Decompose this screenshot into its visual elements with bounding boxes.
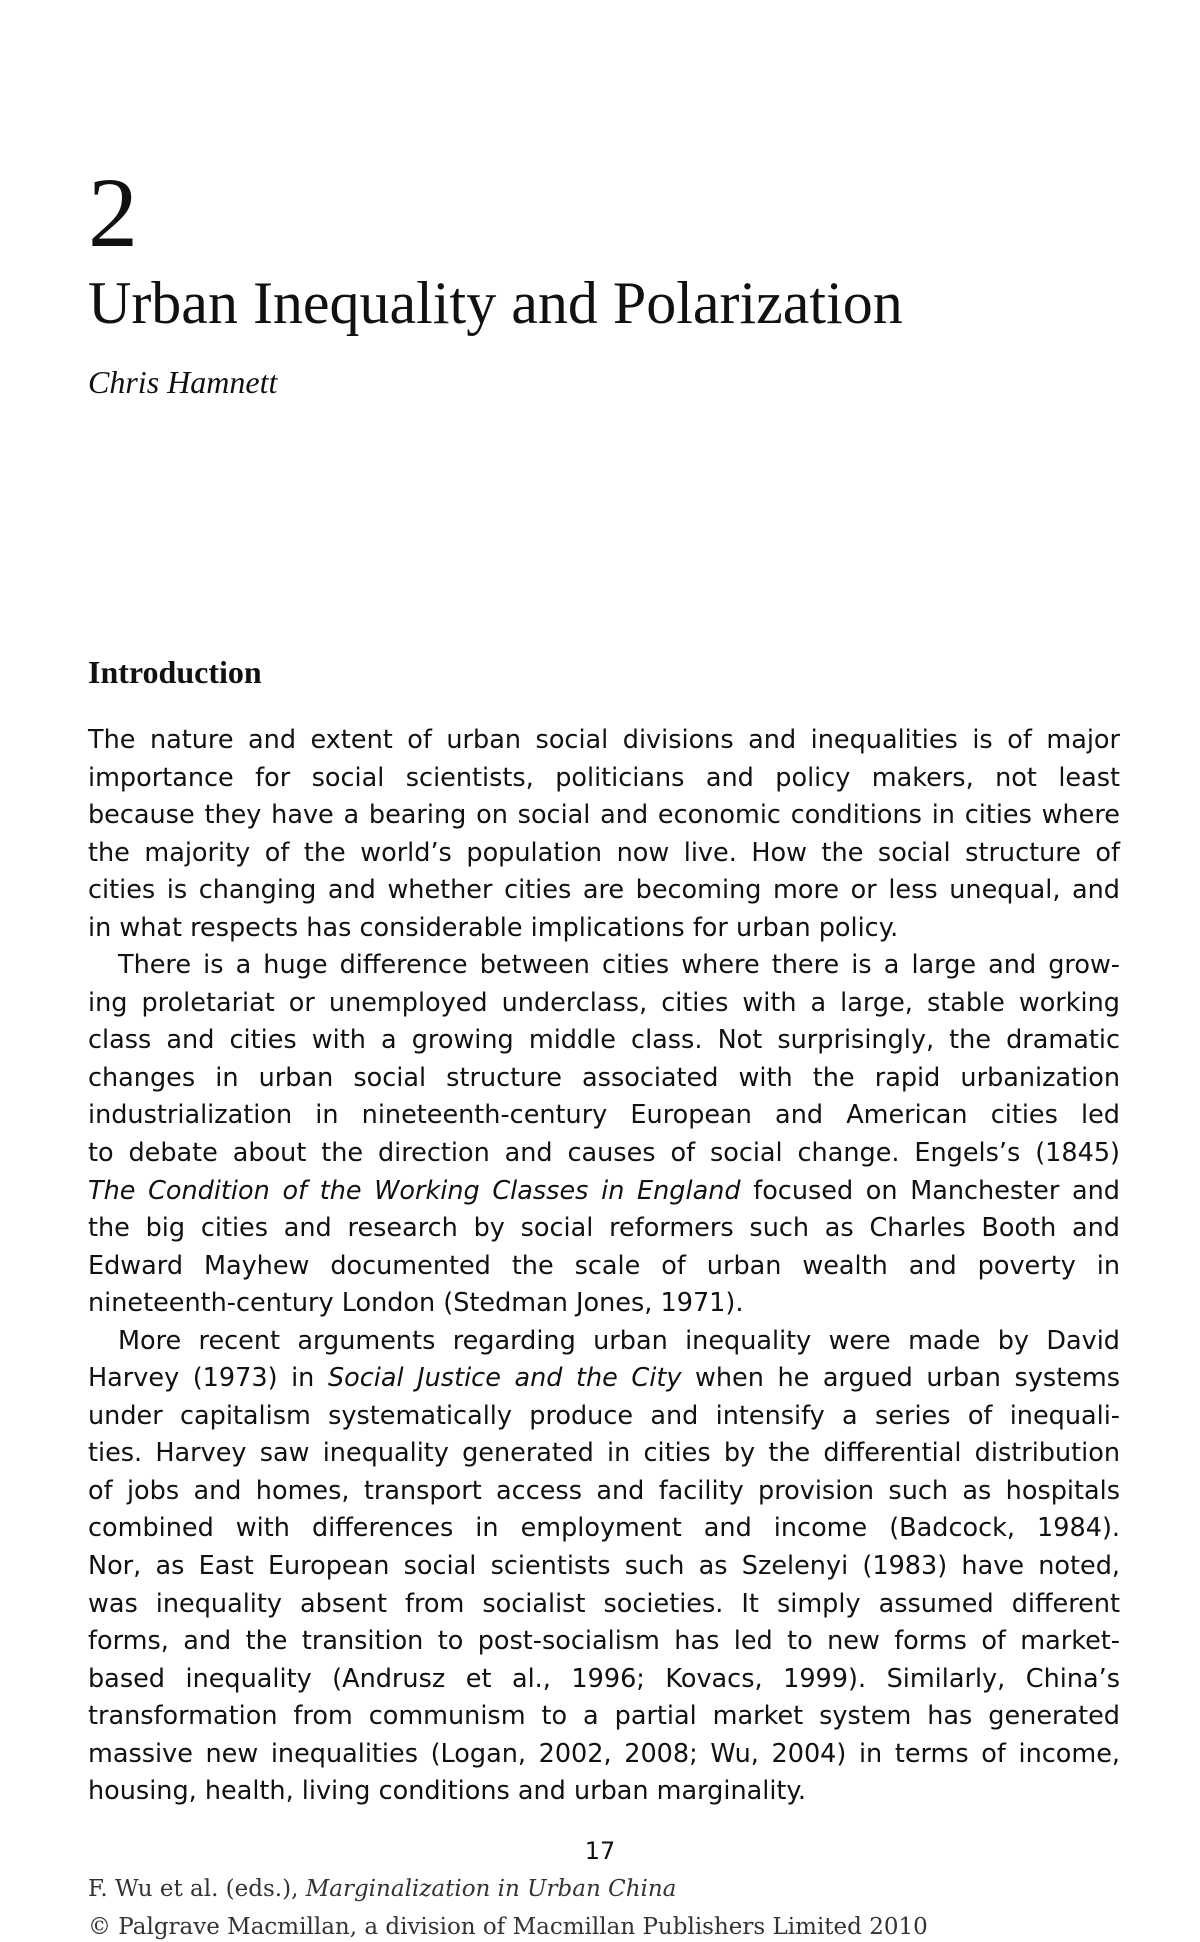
paragraph-3-line: ties. Harvey saw inequality generated in cities by the differential distribution [88, 1438, 1120, 1469]
paragraph-2-line: changes in urban social structure associated with the rapid urbanization [88, 1062, 1120, 1093]
paragraph-1-line: because they have a bearing on social and economic conditions in cities where [88, 800, 1120, 831]
paragraph-3-line: housing, health, living conditions and urban marginality. [88, 1776, 806, 1807]
paragraph-2-line: class and cities with a growing middle class. Not surprisingly, the dramatic [88, 1025, 1120, 1056]
footer-copyright: © Palgrave Macmillan, a division of Macmillan Publishers Limited 2010 [88, 1914, 928, 1940]
paragraph-3-line-pre: Harvey (1973) in [88, 1363, 328, 1394]
paragraph-3-line: forms, and the transition to post-socialism has led to new forms of market- [88, 1626, 1120, 1657]
paragraph-3-line: combined with differences in employment and income (Badcock, 1984). [88, 1513, 1120, 1544]
paragraph-3-line: transformation from communism to a partial market system has generated [88, 1701, 1120, 1732]
paragraph-2-line-rest: focused on Manchester and [740, 1175, 1120, 1206]
book-title-condition-working-classes: The Condition of the Working Classes in England [88, 1175, 741, 1206]
paragraph-2-line: nineteenth-century London (Stedman Jones, 1971). [88, 1288, 744, 1319]
paragraph-2-line: the big cities and research by social reformers such as Charles Booth and [88, 1213, 1120, 1244]
book-title-social-justice: Social Justice and the City [327, 1363, 682, 1394]
paragraph-2-line: There is a huge difference between cities where there is a large and grow- [118, 950, 1120, 981]
chapter-number: 2 [88, 157, 138, 268]
page-number: 17 [584, 1837, 616, 1865]
paragraph-2-line: to debate about the direction and causes of social change. Engels’s (1845) [88, 1138, 1120, 1169]
paragraph-1-line: cities is changing and whether cities are becoming more or less unequal, and [88, 875, 1120, 906]
paragraph-1-line: the majority of the world’s population now live. How the social structure of [88, 837, 1120, 868]
paragraph-1-line: importance for social scientists, politicians and policy makers, not least [88, 762, 1120, 793]
body-text [88, 722, 1120, 1811]
paragraph-3-line [88, 1360, 1120, 1398]
paragraph-1-line: The nature and extent of urban social divisions and inequalities is of major [88, 725, 1120, 755]
section-heading-introduction: Introduction [88, 654, 262, 690]
footer-citation [88, 1874, 676, 1904]
paragraph-3-line: Nor, as East European social scientists such as Szelenyi (1983) have noted, [88, 1551, 1120, 1582]
paragraph-3-line: under capitalism systematically produce and intensify a series of inequali- [88, 1400, 1120, 1431]
paragraph-1-line: in what respects has considerable implications for urban policy. [88, 912, 899, 943]
chapter-author: Chris Hamnett [88, 364, 278, 400]
paragraph-3-line: was inequality absent from socialist societies. It simply assumed different [88, 1588, 1120, 1619]
paragraph-3-line: massive new inequalities (Logan, 2002, 2008; Wu, 2004) in terms of income, [88, 1738, 1120, 1769]
paragraph-2-line: industrialization in nineteenth-century European and American cities led [88, 1100, 1120, 1131]
paragraph-3-line: More recent arguments regarding urban inequality were made by David [118, 1325, 1120, 1356]
paragraph-2-line: Edward Mayhew documented the scale of urban wealth and poverty in [88, 1250, 1120, 1281]
paragraph-2-line: ing proletariat or unemployed underclass, cities with a large, stable working [88, 987, 1120, 1018]
paragraph-3-line-post: when he argued urban systems [681, 1363, 1121, 1394]
footer-book-title: Marginalization in Urban China [305, 1876, 677, 1902]
footer-citation-editors: F. Wu et al. (eds.), [88, 1876, 306, 1902]
paragraph-3-line: of jobs and homes, transport access and facility provision such as hospitals [88, 1475, 1120, 1506]
paragraph-3-line: based inequality (Andrusz et al., 1996; Kovacs, 1999). Similarly, China’s [88, 1663, 1120, 1694]
paragraph-2-line [88, 1173, 1120, 1211]
chapter-title: Urban Inequality and Polarization [88, 270, 903, 336]
